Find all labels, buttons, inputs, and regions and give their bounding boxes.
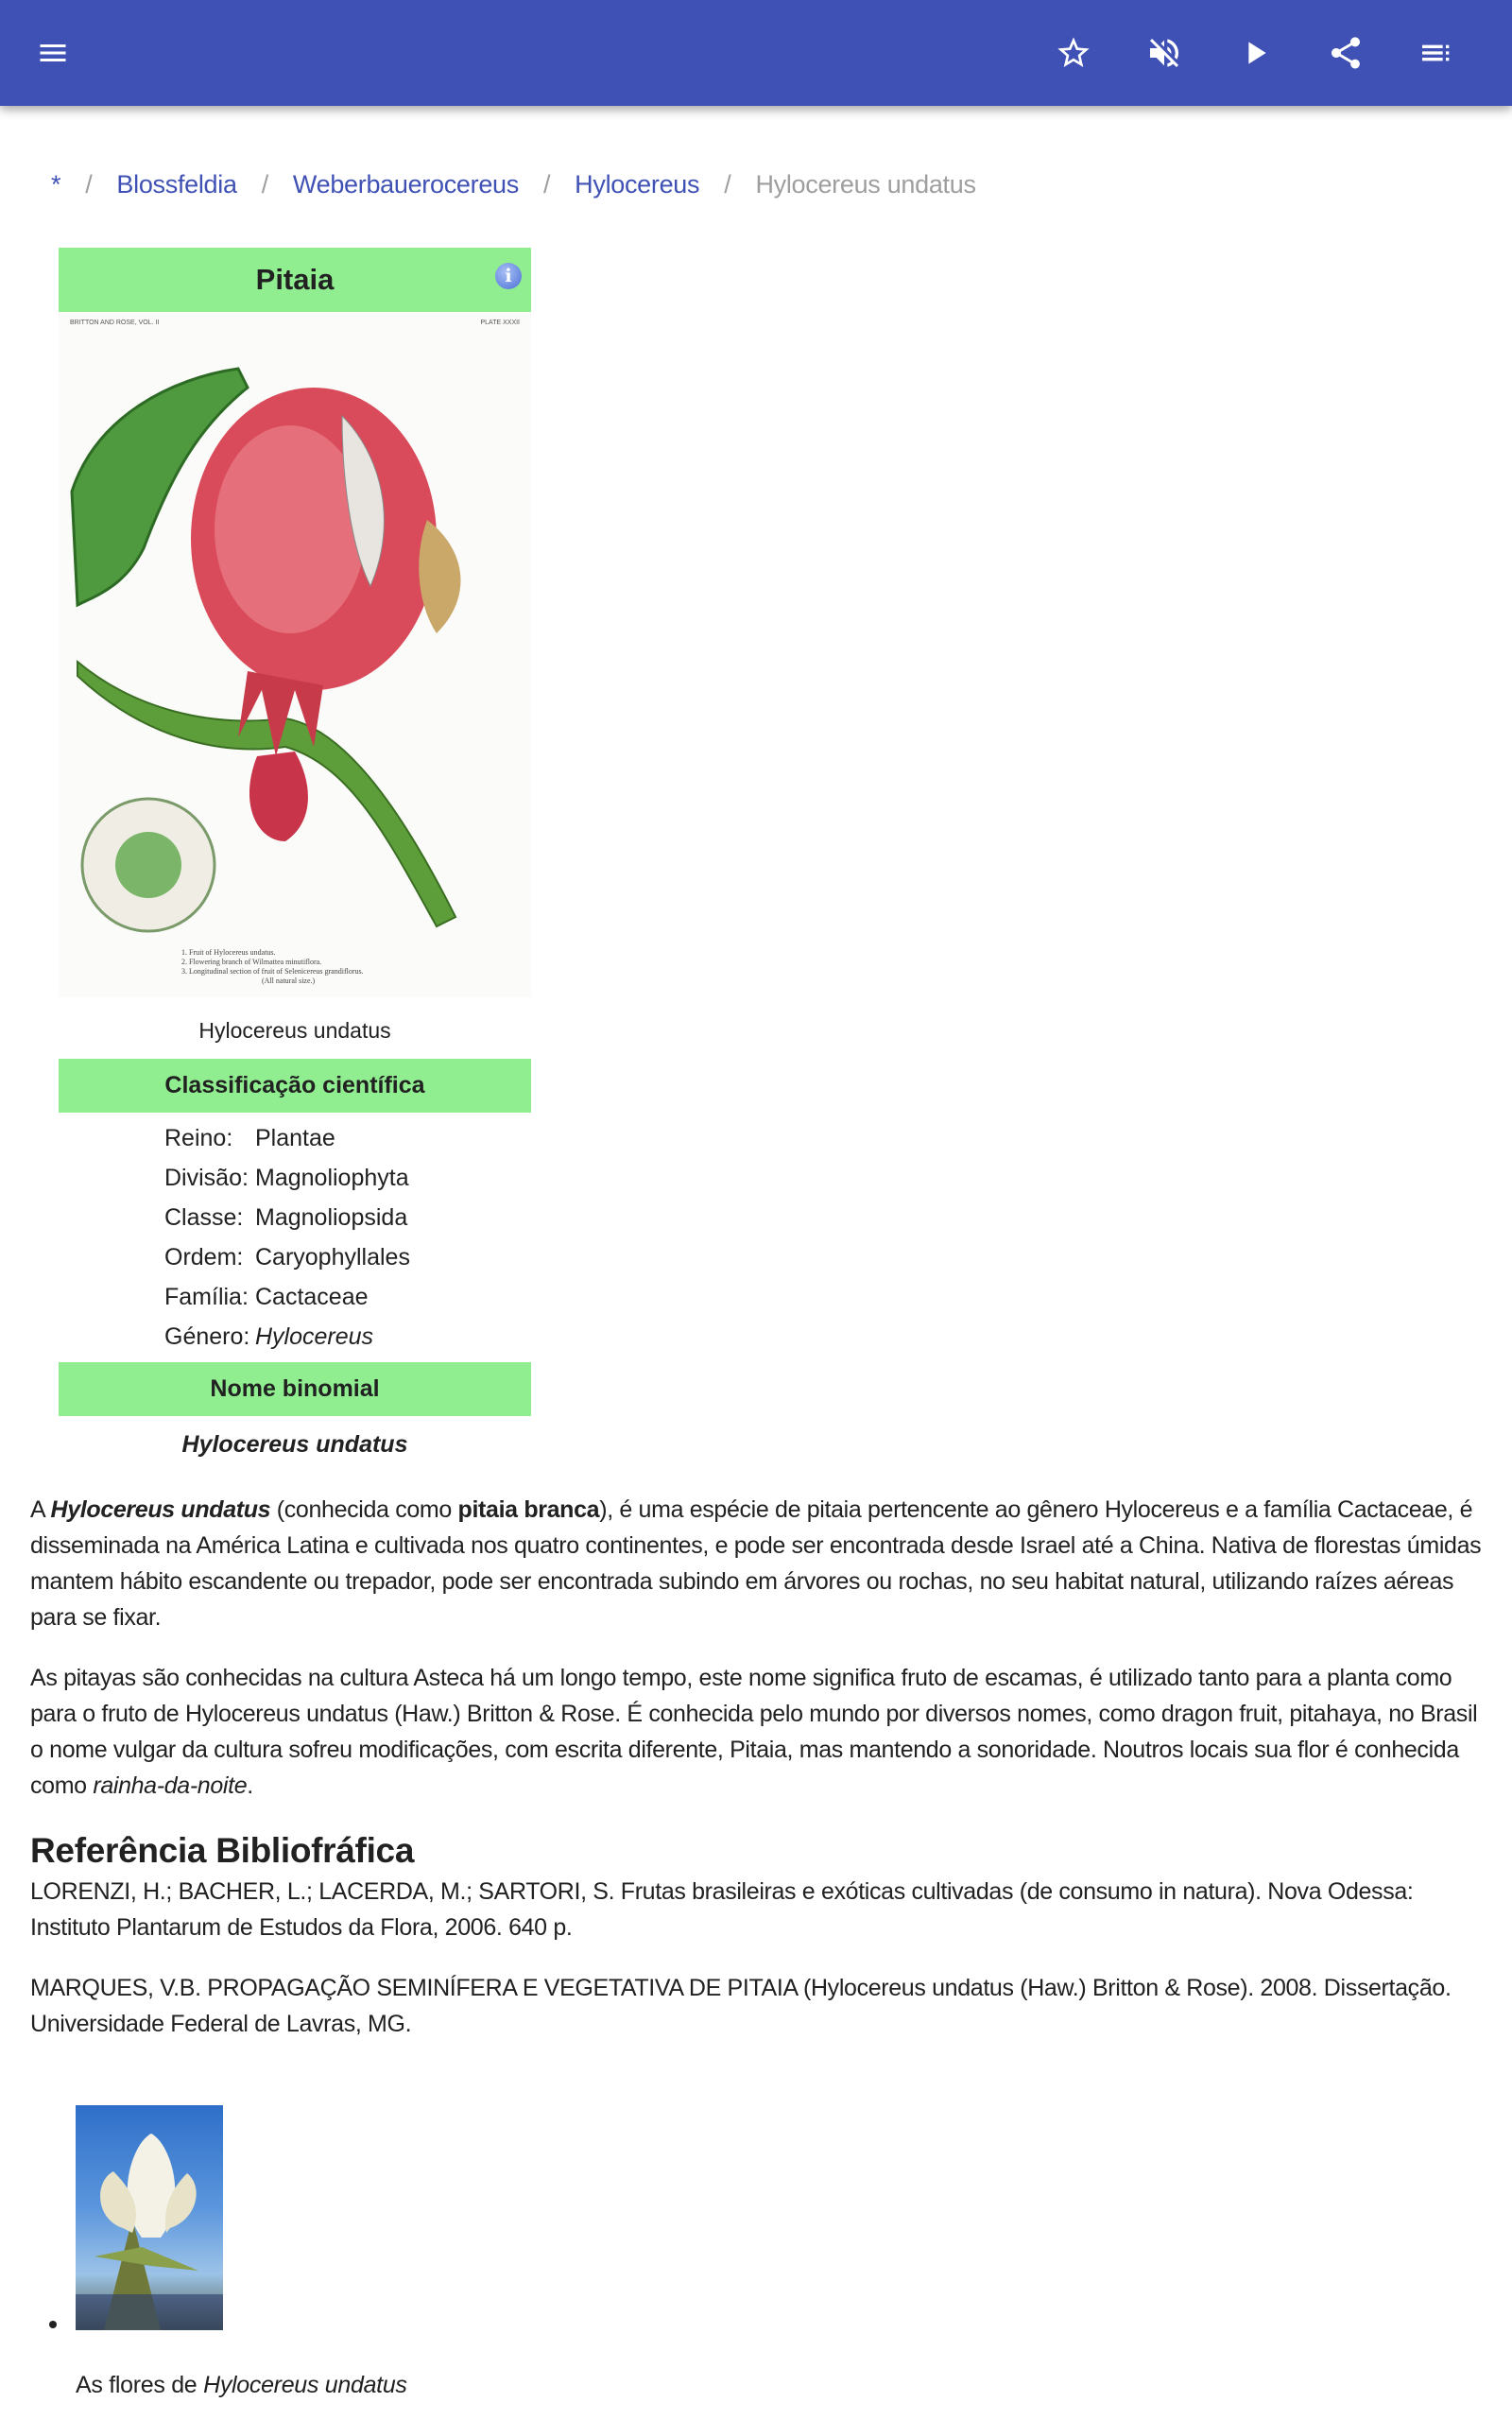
classification-row-reino — [164, 1118, 531, 1158]
row-value[interactable]: Magnoliopsida — [255, 1203, 408, 1231]
plate-header-left: BRITTON AND ROSE, VOL. II — [70, 320, 160, 326]
classification-row-classe — [164, 1198, 531, 1237]
infobox — [59, 248, 531, 1459]
text: A — [30, 1496, 51, 1523]
infobox-title — [59, 248, 531, 312]
text: (conhecida como — [270, 1496, 458, 1523]
row-value[interactable]: Hylocereus — [255, 1322, 374, 1350]
classification-row-divisao — [164, 1158, 531, 1198]
breadcrumb-weberbauerocereus[interactable]: Weberbauerocereus — [292, 170, 519, 199]
breadcrumb-separator: / — [542, 170, 551, 199]
reference-2: MARQUES, V.B. PROPAGAÇÃO SEMINÍFERA E VEGETATIVA DE PITAIA (Hylocereus undatus (Haw.) Britton & Rose). 2008. Dissertação. Universidade Federal de Lavras, MG. — [30, 1975, 1452, 2037]
play-icon[interactable] — [1232, 30, 1278, 76]
row-value[interactable]: Plantae — [255, 1124, 335, 1151]
row-value[interactable]: Magnoliophyta — [255, 1164, 409, 1191]
app-bar — [0, 0, 1512, 106]
classification-header: Classificação científica — [59, 1059, 531, 1113]
binomial-name: Hylocereus undatus — [181, 1431, 408, 1458]
playlist-icon[interactable] — [1414, 30, 1459, 76]
plate-header-right: PLATE XXXII — [480, 320, 520, 326]
row-label: Família: — [164, 1283, 249, 1310]
breadcrumb-blossfeldia[interactable]: Blossfeldia — [116, 170, 237, 199]
svg-text:3. Longitudinal section of fru: 3. Longitudinal section of fruit of Selenicereus grandiflorus. — [181, 967, 364, 976]
binomial-header: Nome binomial — [59, 1362, 531, 1416]
common-name: pitaia branca — [457, 1496, 600, 1523]
breadcrumb-home[interactable]: * — [51, 170, 61, 199]
svg-text:(All natural size.): (All natural size.) — [262, 977, 316, 985]
paragraph-names — [30, 1660, 1486, 1804]
breadcrumb-separator: / — [724, 170, 731, 199]
species-name: Hylocereus undatus — [50, 1496, 271, 1523]
article-body — [30, 1492, 1486, 2066]
breadcrumb-separator: / — [261, 170, 268, 199]
breadcrumb-hylocereus[interactable]: Hylocereus — [575, 170, 700, 199]
text: As flores de — [76, 2372, 204, 2398]
row-value[interactable]: Caryophyllales — [255, 1243, 410, 1270]
image-caption: Hylocereus undatus — [198, 1018, 391, 1043]
volume-off-icon[interactable] — [1142, 30, 1187, 76]
infobox-title-text: Pitaia — [255, 263, 335, 296]
classification-row-genero — [164, 1317, 531, 1357]
species-name: Hylocereus undatus — [203, 2372, 407, 2398]
text: ), é uma espécie de pitaia pertencente ao gênero Hylocereus e a família Cactaceae, é disseminada na América Latina e cultivada nos quatro continentes, e pode ser encontrada desde Israel até a China. Nativa de florestas úmidas mantem hábito escandente ou trepador, pode ser encontrada subindo em árvores ou rochas, no seu habitat natural, utilizando raízes aéreas para se fixar. — [30, 1496, 1482, 1631]
plate-illustration — [59, 312, 531, 997]
list-bullet — [49, 2321, 57, 2328]
breadcrumb-current: Hylocereus undatus — [755, 170, 976, 199]
reference-1: LORENZI, H.; BACHER, L.; LACERDA, M.; SARTORI, S. Frutas brasileiras e exóticas cultivadas (de consumo in natura). Nova Odessa: Instituto Plantarum de Estudos da Flora, 2006. 640 p. — [30, 1878, 1414, 1941]
svg-text:2. Flowering branch of Wilmatt: 2. Flowering branch of Wilmattea minutiflora. — [181, 958, 322, 966]
paragraph-intro — [30, 1492, 1486, 1635]
row-label: Divisão: — [164, 1164, 249, 1191]
text: . — [247, 1772, 253, 1799]
share-icon[interactable] — [1323, 30, 1368, 76]
classification-table — [59, 1113, 531, 1362]
classification-row-familia — [164, 1277, 531, 1317]
row-label: Classe: — [164, 1203, 244, 1231]
breadcrumb — [51, 170, 976, 199]
flower-name: rainha-da-noite — [93, 1772, 248, 1799]
row-label: Reino: — [164, 1124, 233, 1151]
breadcrumb-separator: / — [85, 170, 93, 199]
flower-photo[interactable] — [76, 2105, 223, 2330]
text: As pitayas são conhecidas na cultura Asteca há um longo tempo, este nome significa fruto de escamas, é utilizado tanto para a planta como para o fruto de Hylocereus undatus (Haw.) Britton & Rose. É conhecida pelo mundo por diversos nomes, como dragon fruit, pitahaya, no Brasil o nome vulgar da cultura sofreu modificações, com escrita diferente, Pitaia, mas mantendo a sonoridade. Noutros locais sua flor é conhecida como — [30, 1665, 1478, 1799]
photo-caption — [76, 2372, 407, 2399]
row-value[interactable]: Cactaceae — [255, 1283, 369, 1310]
classification-row-ordem — [164, 1237, 531, 1277]
menu-icon[interactable] — [30, 30, 76, 76]
star-icon[interactable] — [1051, 30, 1096, 76]
info-icon[interactable]: i — [495, 263, 522, 289]
botanical-plate-image[interactable] — [59, 312, 531, 997]
row-label: Género: — [164, 1322, 250, 1350]
flower-photo-illustration — [76, 2105, 223, 2330]
svg-text:1. Fruit of Hylocereus undatus: 1. Fruit of Hylocereus undatus. — [181, 948, 276, 957]
row-label: Ordem: — [164, 1243, 244, 1270]
references-heading: Referência Bibliofráfica — [30, 1831, 415, 1870]
